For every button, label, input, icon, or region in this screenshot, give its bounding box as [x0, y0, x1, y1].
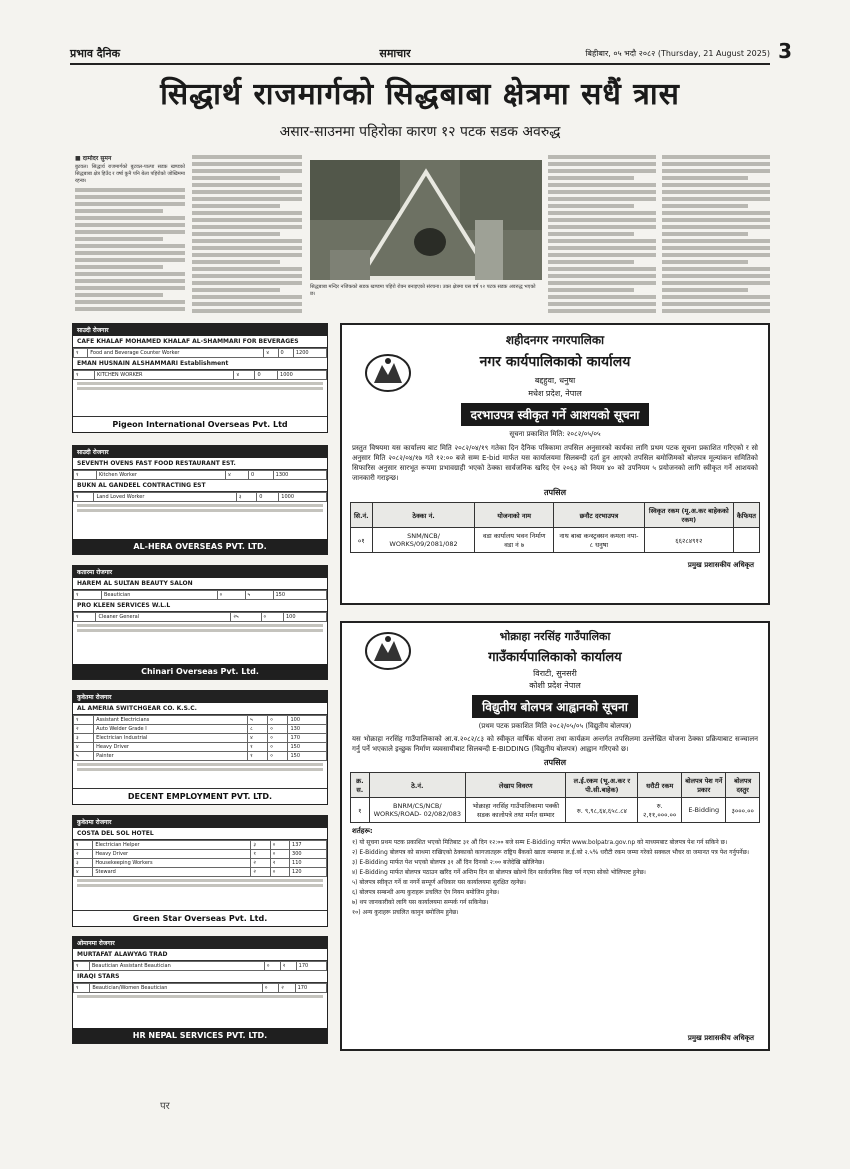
table-row: १ Assistant Electricians ५ ० 100: [74, 716, 327, 725]
ad-terms: [73, 502, 327, 516]
notice2-place: विराटी, सुनसरी: [533, 669, 577, 678]
notice1-place: बद्दहुवा, धनुषा: [534, 376, 576, 385]
table-row: १ Beautician ० ५ 150: [74, 591, 327, 600]
ad-company-2: BUKN AL GANDEEL CONTRACTING EST: [73, 480, 327, 492]
table-row: १ Kitchen Worker ४ 0 1300: [74, 471, 327, 480]
table-row: १ Electrician Helper ३ ० 137: [74, 841, 327, 850]
ad-table: [73, 590, 327, 600]
job-ad-6: [72, 936, 328, 1044]
ad-company: HAREM AL SULTAN BEAUTY SALON: [73, 578, 327, 590]
job-ad-3: [72, 565, 328, 680]
page-header: [70, 39, 792, 65]
notice1-province: मधेश प्रदेश, नेपाल: [528, 389, 582, 398]
news-column-4: [662, 155, 770, 325]
job-ad-2: [72, 445, 328, 555]
news-headline: सिद्धार्थ राजमार्गको सिद्धबाबा क्षेत्रमा सधैं त्रास: [160, 77, 680, 112]
notice2-signature: प्रमुख प्रशासकीय अधिकृत: [687, 1034, 754, 1042]
ad-table-2: [73, 492, 327, 502]
notice2-tapasil: तपसिल: [543, 758, 566, 767]
ad-terms: [73, 877, 327, 891]
table-row: १ Beautician/Women Beautician ० २ 170: [74, 984, 327, 993]
ad-company: AL AMERIA SWITCHGEAR CO. K.S.C.: [73, 703, 327, 715]
ad-label: कतारमा रोजगार: [77, 569, 113, 576]
notice1-date: सूचना प्रकाशित मिति: २०८२/०५/०५: [509, 430, 601, 438]
job-ad-1: [72, 323, 328, 433]
text-lines: [75, 188, 185, 311]
table-row: २ Auto Welder Grade I ८ ० 130: [74, 725, 327, 734]
table-row: ४ Heavy Driver १ ० 150: [74, 743, 327, 752]
ad-header: [73, 691, 327, 703]
news-column-2: [192, 155, 302, 325]
notice1-tapasil: तपसिल: [543, 488, 566, 497]
ad-company: COSTA DEL SOL HOTEL: [73, 828, 327, 840]
ad-table: [73, 840, 327, 877]
ad-agency: DECENT EMPLOYMENT PVT. LTD.: [73, 788, 327, 804]
text-lines: [548, 155, 656, 313]
table-row: ३ Electrician Industrial ४ ० 170: [74, 734, 327, 743]
list-item: ५) बोलपत्र स्वीकृत गर्ने वा नगर्ने सम्पूर्ण अधिकार यस कार्यालयमा सुरक्षित रहनेछ।: [352, 879, 526, 886]
notice2-table: [350, 772, 760, 823]
ad-table: [73, 470, 327, 480]
ad-table: [73, 348, 327, 358]
news-subheadline: असार-साउनमा पहिरोका कारण १२ पटक सडक अवरुद्ध: [279, 124, 561, 140]
ad-header: [73, 816, 327, 828]
notice1-table: [350, 502, 760, 553]
table-row: १ Beautician Assistant Beautician ० २ 170: [74, 962, 327, 971]
list-item: ४) E-Bidding मार्फत बोलपत्र पठाउन खरिद गर्ने अन्तिम दिन वा बोलपत्र खोल्ने दिन सार्वजनिक बिदा पर्न गएमा सोको भोलिपल्ट हुनेछ।: [352, 869, 646, 876]
job-ad-5: [72, 815, 328, 927]
page-footer-mark: पर: [160, 1101, 170, 1112]
news-column-1: [75, 155, 185, 325]
list-item: ६) बोलपत्र सम्बन्धी अन्य कुराहरू प्रचलित ऐन नियम बमोजिम हुनेछ।: [352, 889, 500, 896]
news-photo: [310, 160, 542, 280]
ad-table: [73, 715, 327, 761]
ad-label: साउदी रोजगार: [77, 449, 109, 456]
notice1-title: दरभाउपत्र स्वीकृत गर्ने आशयको सूचना: [461, 403, 650, 426]
list-item: १०) अन्य कुराहरू प्रचलित कानुन बमोजिम हुनेछ।: [352, 909, 459, 916]
ad-table: [73, 961, 327, 971]
ad-header: [73, 937, 327, 949]
ad-agency: AL-HERA OVERSEAS PVT. LTD.: [73, 539, 327, 554]
table-row: ३ Housekeeping Workers २ २ 110: [74, 859, 327, 868]
notice2-date: (प्रथम पटक प्रकाशित मिति २०८२/०५/०५ (विद्युतीय बोलपत्र): [478, 722, 632, 730]
ad-company: SEVENTH OVENS FAST FOOD RESTAURANT EST.: [73, 458, 327, 470]
notice1-signature: प्रमुख प्रशासकीय अधिकृत: [687, 561, 754, 569]
landslide-structure-photo: [310, 160, 542, 280]
list-item: २) E-Bidding बोलपत्र को साथमा राखिएको ठेक्काको कागजातहरू राष्ट्रिय बैंकको खाता नम्बरमा ल.ई.को २.५% धरौटी रकम जम्मा गरेको सक्कल भौचर वा जमानत पत्र पेश गर्नुपर्नेछ।: [352, 849, 750, 856]
table-row: ०१ SNM/NCB/ WORKS/09/2081/082 वडा कार्यालय भवन निर्माण वडा नं ७ नाथ बाबा कन्स्ट्रक्सन कमला नपा- ८ धनुषा ६६२८४९१२: [351, 528, 760, 553]
page-number: 3: [778, 39, 792, 63]
notice2-office: गाउँकार्यपालिकाको कार्यालय: [488, 650, 622, 665]
ad-header: [73, 324, 327, 336]
ad-company: CAFE KHALAF MOHAMED KHALAF AL-SHAMMARI FOR BEVERAGES: [73, 336, 327, 348]
table-row: १ Land Loved Worker ३ 0 1000: [74, 493, 327, 502]
table-header-row: क्र. स. ठे.नं. लेखाप विवरण ल.ई.रकम (भू.अ.कर र पी.सी.बाहेक) धरौटी रकम बोलपत्र पेश गर्ने प्रकार बोलपत्र दस्तुर: [351, 773, 760, 798]
notice2-title: विद्युतीय बोलपत्र आह्वानको सूचना: [472, 695, 638, 718]
section-name: समाचार: [379, 46, 411, 60]
notice-shahidnagar: [340, 323, 770, 605]
ad-header: [73, 446, 327, 458]
news-column-3: [548, 155, 656, 325]
table-row: १ BNRM/CS/NCB/ WORKS/ROAD- 02/082/083 भोक्राहा नरसिंह गाउँपालिकामा पक्की सडक कालोपत्रे तथा मर्मत सम्भार रु. ९,९८,६४,६५८.८४ रु. २,११,०००.०० E-Bidding ३०००.००: [351, 798, 760, 823]
ad-company-2: IRAQI STARS: [73, 971, 327, 983]
ad-label: कुवेतमा रोजगार: [77, 694, 112, 701]
notice2-conditions: [342, 838, 768, 917]
ad-terms: [73, 761, 327, 775]
ad-label: साउदी रोजगार: [77, 327, 109, 334]
table-row: २ Heavy Driver १ ० 300: [74, 850, 327, 859]
ad-header: [73, 566, 327, 578]
notice2-conditions-title: शर्तहरू:: [352, 827, 373, 835]
notice1-office: नगर कार्यपालिकाको कार्यालय: [479, 354, 631, 370]
ad-table-2: [73, 983, 327, 993]
text-lines: [192, 155, 302, 313]
ad-label: ओमानमा रोजगार: [77, 940, 115, 947]
news-byline: ■ दामोदर सुमन: [75, 155, 112, 162]
job-ad-4: [72, 690, 328, 805]
ad-company-2: PRO KLEEN SERVICES W.L.L: [73, 600, 327, 612]
notice2-body: यस भोक्राहा नरसिंह गाउँपालिकाको आ.व.२०८२/८३ को स्वीकृत वार्षिक योजना तथा कार्यक्रम अन्तर्गत तपसिलमा उल्लेखित योजना ठेक्का प्रक्रियाबाट सञ्चालन गर्नु पर्ने भएकाले इच्छुक निर्माण व्यवसायीबाट सिलबन्दी E-BIDDING (विद्युतीय बोलपत्र) आह्वान गरिएको छ।: [352, 735, 758, 753]
news-lead: बुटवल। सिद्धार्थ राजमार्गको बुटवल-पाल्पा सडक खण्डको सिद्धबाबा क्षेत्र हिउँद र वर्षा कुनै पनि बेला पहिरोको जोखिममा रहन्छ।: [75, 164, 185, 184]
issue-date: बिहीबार, ०५ भदौ २०८२ (Thursday, 21 August 2025): [585, 48, 770, 58]
table-header-row: सि.नं. ठेक्का नं. योजनाको नाम छनौट दरभाउपत्र स्विकृत रकम (मू.अ.कर बाहेकको रकम) कैफियत: [351, 503, 760, 528]
table-row: १ Cleaner General २५ ० 100: [74, 613, 327, 622]
ad-terms: [73, 380, 327, 394]
notice1-body: प्रस्तुत विषयमा यस कार्यालय बाट मिति २०८२/०४/१९ गतेका दिन दैनिक पत्रिकामा तपसिल अनुसारको कार्यका लागि प्रथम पटक सूचना प्रकाशित गरिएको र सो अनुसार मिति २०८२/०४/१७ गते १२:०० बजे सम्म E-bid मार्फत यस कार्यालयमा सिलबन्दी दर्ता हुन आएको तपसिल बमोजिमको बोलपत्र मूल्यांकन समितिको सिफारिस अनुसार सारभूत रूपमा प्रभावग्राही भएको ठेक्का सार्वजनिक खरिद ऐन २०६३ को नियम ४० को उपनियम ५ प्रयोजनको लागि स्वीकृत गर्ने आशयको जानकारी गराइन्छ।: [352, 444, 758, 482]
ad-company-2: EMAN HUSNAIN ALSHAMMARI Establishment: [73, 358, 327, 370]
paper-name: प्रभाव दैनिक: [70, 46, 121, 60]
ad-terms: [73, 993, 327, 1002]
table-row: १ Food and Beverage Counter Worker ४ 0 1200: [74, 349, 327, 358]
text-lines: [662, 155, 770, 313]
ad-agency: HR NEPAL SERVICES PVT. LTD.: [73, 1028, 327, 1043]
notice2-org: भोक्राहा नरसिंह गाउँपालिका: [499, 630, 611, 643]
ad-agency: Green Star Overseas Pvt. Ltd.: [73, 910, 327, 926]
photo-caption: सिद्धबाबा मन्दिर नजिकको सडक खण्डमा पहिरो रोक्न बनाइएको संरचना। उक्त क्षेत्रमा यस वर्ष १२ पटक सडक अवरुद्ध भएको छ।: [310, 284, 536, 297]
list-item: ३) E-Bidding मार्फत पेश भएको बोलपत्र ३१ औं दिन दिनको २:०० बजेदेखि खोलिनेछ।: [352, 859, 545, 866]
notice1-org: शहीदनगर नगरपालिका: [505, 333, 605, 347]
ad-label: कुवेतमा रोजगार: [77, 819, 112, 826]
ad-agency: Pigeon International Overseas Pvt. Ltd: [73, 416, 327, 432]
ad-table-2: [73, 612, 327, 622]
nepal-emblem-icon: [364, 631, 412, 671]
table-row: १ KITCHEN WORKER ४ 0 1000: [74, 371, 327, 380]
table-row: ५ Painter १ ० 150: [74, 752, 327, 761]
list-item: ७) थप जानकारीको लागि यस कार्यालयमा सम्पर्क गर्न सकिनेछ।: [352, 899, 489, 906]
ad-table-2: [73, 370, 327, 380]
ad-terms: [73, 622, 327, 636]
notice-bhokraha: [340, 621, 770, 1051]
nepal-emblem-icon: [364, 353, 412, 393]
ad-agency: Chinari Overseas Pvt. Ltd.: [73, 664, 327, 679]
ad-company: MURTAFAT ALAWYAG TRAD: [73, 949, 327, 961]
table-row: ४ Steward २ ० 120: [74, 868, 327, 877]
notice2-province: कोशी प्रदेश नेपाल: [529, 681, 581, 690]
list-item: १) यो सूचना प्रथम पटक प्रकाशित भएको मितिबाट ३१ औं दिन १२:०० बजे सम्म E-Bidding मार्फत www.bolpatra.gov.np को माध्यमबाट बोलपत्र पेश गर्न सकिने छ।: [352, 839, 728, 846]
